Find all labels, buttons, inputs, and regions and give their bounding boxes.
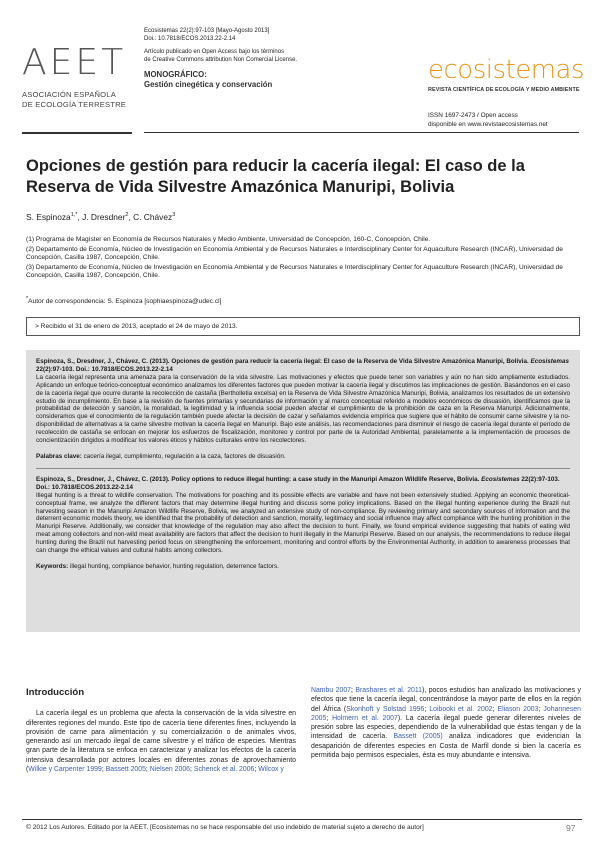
abstract-separator xyxy=(36,468,570,469)
body-column-right xyxy=(311,686,581,760)
reference-link[interactable]: Wilcox y xyxy=(258,766,284,774)
reference-link[interactable]: Brashares et al. 2011 xyxy=(355,687,423,694)
reference-link[interactable]: Johannesen 2005 xyxy=(311,705,581,722)
keywords-en-values: illegal hunting, compliance behavior, hunting regulation, deterrence factors. xyxy=(68,562,279,570)
license-line-2: de Creative Commons attribution Non Comercial License. xyxy=(144,56,298,63)
abstract-en-citation xyxy=(36,476,570,492)
reference-link[interactable]: Eliason 2003 xyxy=(497,705,539,713)
author-sup: 2 xyxy=(125,212,129,219)
reference-link[interactable]: Schenck et al. 2006 xyxy=(193,766,255,774)
reference-link[interactable]: Holmern et al. 2007 xyxy=(332,714,398,722)
abstract-en-cite-authors: Espinoza, S., Dresdner, J., Chávez, C. (2013). Policy options to reduce illegal hunting: a case study in the Manuripi Amazon Wildlife Reserve, Bolivia. xyxy=(36,475,480,483)
affiliation-item: (1) Programa de Magíster en Economía de Recursos Naturales y Medio Ambiente, Universidad de Concepción, 160-C, Concepción, Chile. xyxy=(26,236,431,243)
correspondence xyxy=(26,296,221,305)
correspondence-text: Autor de correspondencia: S. Espinoza [sophiaespinoza@udec.cl] xyxy=(28,298,222,306)
journal-name: ecosistemas xyxy=(428,55,585,85)
affiliation-item: (2) Departamento de Economía, Núcleo de Investigación en Economía Ambiental y de Recursos Naturales e Interdisciplinary Center for Aquaculture Research (INCAR), Universidad de Concepción, Casilla 1987, Concepción, Chile. xyxy=(26,245,563,262)
intro-paragraph: La cacería ilegal es un problema que afecta la conservación de la vida silvestre en diferentes regiones del mundo. Este tipo de cacería tiene diferentes fines, incluyendo la provisión de carne para alimentación y su comercialización o de animales vivos, generando así un mercado ilegal de carne silvestre y el tráfico de especies. Mientras gran parte de la literatura se enfoca en caracterizar y analizar los efectos de la cacería intensiva desarrollada por actores locales en diferentes zonas de aprovechamiento (Wilkie y Carpenter 1999; Bassett 2005; Nielsen 2006; Schenck et al. 2006; Wilcox y xyxy=(26,710,296,774)
abstract-es-cite-authors: Espinoza, S., Dresdner, J., Chávez, C. (2013). Opciones de gestión para reducir la cacería ilegal: El caso de la Reserva de Vida Silvestre Amazónica Manuripi, Bolivia. xyxy=(36,358,529,365)
reference-link[interactable]: Loibooki et al. 2002 xyxy=(429,705,493,713)
abstract-es-citation xyxy=(36,358,570,374)
keywords-es-values: cacería ilegal, cumplimiento, regulación a la caza, factores de disuasión. xyxy=(81,452,286,460)
affiliations xyxy=(26,236,584,282)
ecosistemas-logo xyxy=(428,56,584,93)
reference-link[interactable]: Nielsen 2006 xyxy=(149,766,190,774)
aeet-logo xyxy=(22,44,132,110)
keywords-es-label: Palabras clave: xyxy=(36,452,82,460)
reference-link[interactable]: Skonhoft y Solstad 1996 xyxy=(346,705,425,713)
author-sup: 3 xyxy=(172,212,176,219)
footer-rule xyxy=(22,819,582,820)
monografico-topic: Gestión cinegética y conservación xyxy=(144,79,273,89)
abstract-es-keywords xyxy=(36,453,570,461)
aeet-subtitle-1: ASOCIACIÓN ESPAÑOLA xyxy=(22,90,116,99)
reference-link[interactable]: Bassett (2005) xyxy=(393,733,443,741)
corresp-asterisk: * xyxy=(26,296,29,302)
license-line-1: Artículo publicado en Open Access bajo los términos xyxy=(144,49,285,56)
monografico-label: MONOGRÁFICO: xyxy=(144,70,207,80)
author-name: J. Dresdner xyxy=(82,212,126,222)
abstract-es-text: La cacería ilegal representa una amenaza para la conservación de la vida silvestre. Las motivaciones y efectos que puede tener son variables y aún no han sido ampliamente estudiados. Aplicando un enfoque teórico-conceptual económico analizamos los diferentes factores que pueden motivar la cacería ilegal y discutimos las implicaciones de gestión. Basándonos en el caso de la cacería ilegal que ocurre durante la recolección de castaña (Bertholletia excelsa) en la Reserva de Vida Silvestre Amazónica Manuripi, Bolivia, analizamos los resultados de un extensivo estudio de incumplimiento. En base a la revisión de fuentes primarias y secundarias de información y al marco conceptual referido a modelos económicos de disuasión, identificamos que la probabilidad de detección y sanción, la moralidad, la legitimidad y la influencia social pueden afectar el cumplimiento de la prohibición de caza en la Reserva Manuripi. Adicionalmente, consideramos que el conocimiento de la regulación también puede afectar la decisión de cazar y señalamos evidencia empírica que sugiere que el hábito de consumir carne silvestre y la no-disponibilidad de alternativas a la carne silvestre motivan la cacería ilegal en Manuripi. Bajo este análisis, las recomendaciones para disminuir el riesgo de cacería ilegal durante el período de recolección de castaña se enfocan en mejorar los esfuerzos de fiscalización, monitoreo y control por parte de la Autoridad Ambiental, paralelamente a la implementación de procesos de concientización dirigidos a modificar los valores éticos y hábitos culturales entre los recolectores. xyxy=(36,373,570,445)
copyright-notice: © 2012 Los Autores. Editado por la AEET. [Ecosistemas no se hace responsable del uso indebido de material sujeto a derecho de autor] xyxy=(26,824,424,831)
article-title: Opciones de gestión para reducir la cacería ilegal: El caso de la Reserva de Vida Silvestre Amazónica Manuripi, Bolivia xyxy=(26,157,525,196)
abstract-es-cite-rest: 22(2):97-103. Doi.: 10.7818/ECOS.2013.22-2.14 xyxy=(36,365,173,373)
aeet-subtitle-2: DE ECOLOGÍA TERRESTRE xyxy=(22,100,127,109)
keywords-en-label: Keywords: xyxy=(36,562,69,570)
author-name: C. Chávez xyxy=(133,212,173,222)
received-dates: > Recibido el 31 de enero de 2013, aceptado el 24 de mayo de 2013. xyxy=(26,317,580,336)
section-heading: Introducción xyxy=(26,687,85,698)
abstract-box xyxy=(26,350,580,632)
affiliation-item: (3) Departamento de Economía, Núcleo de Investigación en Economía Ambiental y de Recursos Naturales e Interdisciplinary Center for Aquaculture Research (INCAR), Universidad de Concepción, Casilla 1987, Concepción, Chile. xyxy=(26,263,563,280)
availability-link[interactable]: disponible en www.revistaecosistemas.net xyxy=(428,120,548,128)
intro-text: ), pocos estudios han analizado las motivaciones y efectos que tiene la cacería ilegal, concentrándose la mayor parte de ellos en la región del África ( xyxy=(311,687,581,713)
journal-subtitle: REVISTA CIENTÍFICA DE ECOLOGÍA Y MEDIO AMBIENTE xyxy=(428,87,580,93)
abstract-en-cite-journal: Ecosistemas xyxy=(481,475,520,483)
body-column-left xyxy=(26,688,296,774)
issn: ISSN 1697-2473 / Open access xyxy=(428,112,518,119)
header-citation-block xyxy=(144,28,344,89)
reference-link[interactable]: Bassett 2005 xyxy=(105,766,146,774)
author-sup: 1,* xyxy=(70,212,78,219)
abstract-es-cite-journal: Ecosistemas xyxy=(530,358,570,365)
abstract-en-cite-rest: 22(2):97-103. Doi.: 10.7818/ECOS.2013.22-2.14 xyxy=(36,475,560,491)
author-list: S. Espinoza$^{1,*}$, J. Dresdner$^2$, C. Chávez$^3$ xyxy=(26,212,176,222)
header-rule-left xyxy=(22,132,132,134)
reference-link[interactable]: Wilkie y Carpenter 1999 xyxy=(28,766,102,774)
intro-paragraph-continued: Nambu 2007; Brashares et al. 2011), pocos estudios han analizado las motivaciones y efectos que tiene la cacería ilegal, concentrándose la mayor parte de ellos en la región del África (Skonhoft y Solstad 1996; Loibooki et al. 2002; Eliason 2003; Johannesen 2005; Holmern et al. 2007). La cacería ilegal puede generar diferentes niveles de presión sobre las especies, dependiendo de la vulnerabilidad que éstas tengan y de la intensidad de cacería. Bassett (2005) analiza indicadores que evidencian la desaparición de diferentes especies en Costa de Marfil donde si bien la cacería es permitida bajo permisos especiales, ésta es muy abundante e intensiva. xyxy=(311,687,581,760)
page-number: 97 xyxy=(566,823,576,833)
abstract-en-keywords xyxy=(36,563,570,571)
aeet-logo-letters: AEET xyxy=(22,42,127,83)
header-rule-right xyxy=(144,132,579,133)
author-name: S. Espinoza xyxy=(26,212,71,222)
intro-text: La cacería ilegal es un problema que afecta la conservación de la vida silvestre en diferentes regiones del mundo. Este tipo de cacería tiene diferentes fines, incluyendo la provisión de carne para alimentación y su comercialización o de animales vivos, generando así un mercado ilegal de carne silvestre y el tráfico de especies. Mientras gran parte de la literatura se enfoca en caracterizar y analizar los efectos de la cacería intensiva desarrollada por actores locales en diferentes zonas de aprovechamiento ( xyxy=(26,710,296,774)
reference-link[interactable]: Nambu 2007 xyxy=(311,687,352,694)
journal-info xyxy=(428,112,548,129)
intro-text: ). La cacería ilegal puede generar diferentes niveles de presión sobre las especies, dependiendo de la vulnerabilidad que éstas tengan y de la intensidad de cacería. xyxy=(311,714,581,741)
citation-line-1: Ecosistemas 22(2):97-103 [Mayo-Agosto 2013] xyxy=(144,28,270,34)
abstract-en-text: Illegal hunting is a threat to wildlife conservation. The motivations for poaching and its possible effects are variable and have not been extensively studied. Applying an economic theoretical-conceptual frame, we analyze the different factors that may determine illegal hunting and discuss some policy implications. Based on the illegal hunting experience during the Brazil nut harvesting season in the Manuripi Amazon Wildlife Reserve, Bolivia, we analyzed an extensive study of non-compliance. By reviewing primary and secondary sources of information and the deterrent economic models theory, we identified that the probability of detection and sanction, morality, legitimacy and social influence may affect compliance with the hunting prohibition in the Manuripi Reserve. Additionally, we consider that knowledge of the regulation may also affect the decision to hunt. Finally, we found empirical evidence suggesting that habits of eating wild meat among collectors and non-wild meat availability are factors that affect the decision to hunt illegally in the Manuripi Reserve. Based on our analysis, the recommendations to reduce illegal hunting during the Brazil nut harvesting period focus on strengthening the enforcement, monitoring and control efforts by the Environmental Authority, in addition to awareness processes that can change the ethical values and cultural habits among collectors. xyxy=(36,491,570,555)
citation-line-2: Doi.: 10.7818/ECOS.2013.22-2.14 xyxy=(144,35,236,42)
intro-text: analiza indicadores que evidencian la desaparición de diferentes especies en Costa de Marfil donde si bien la cacería es permitida bajo permisos especiales, ésta es muy abundante e intensiva. xyxy=(311,733,581,760)
